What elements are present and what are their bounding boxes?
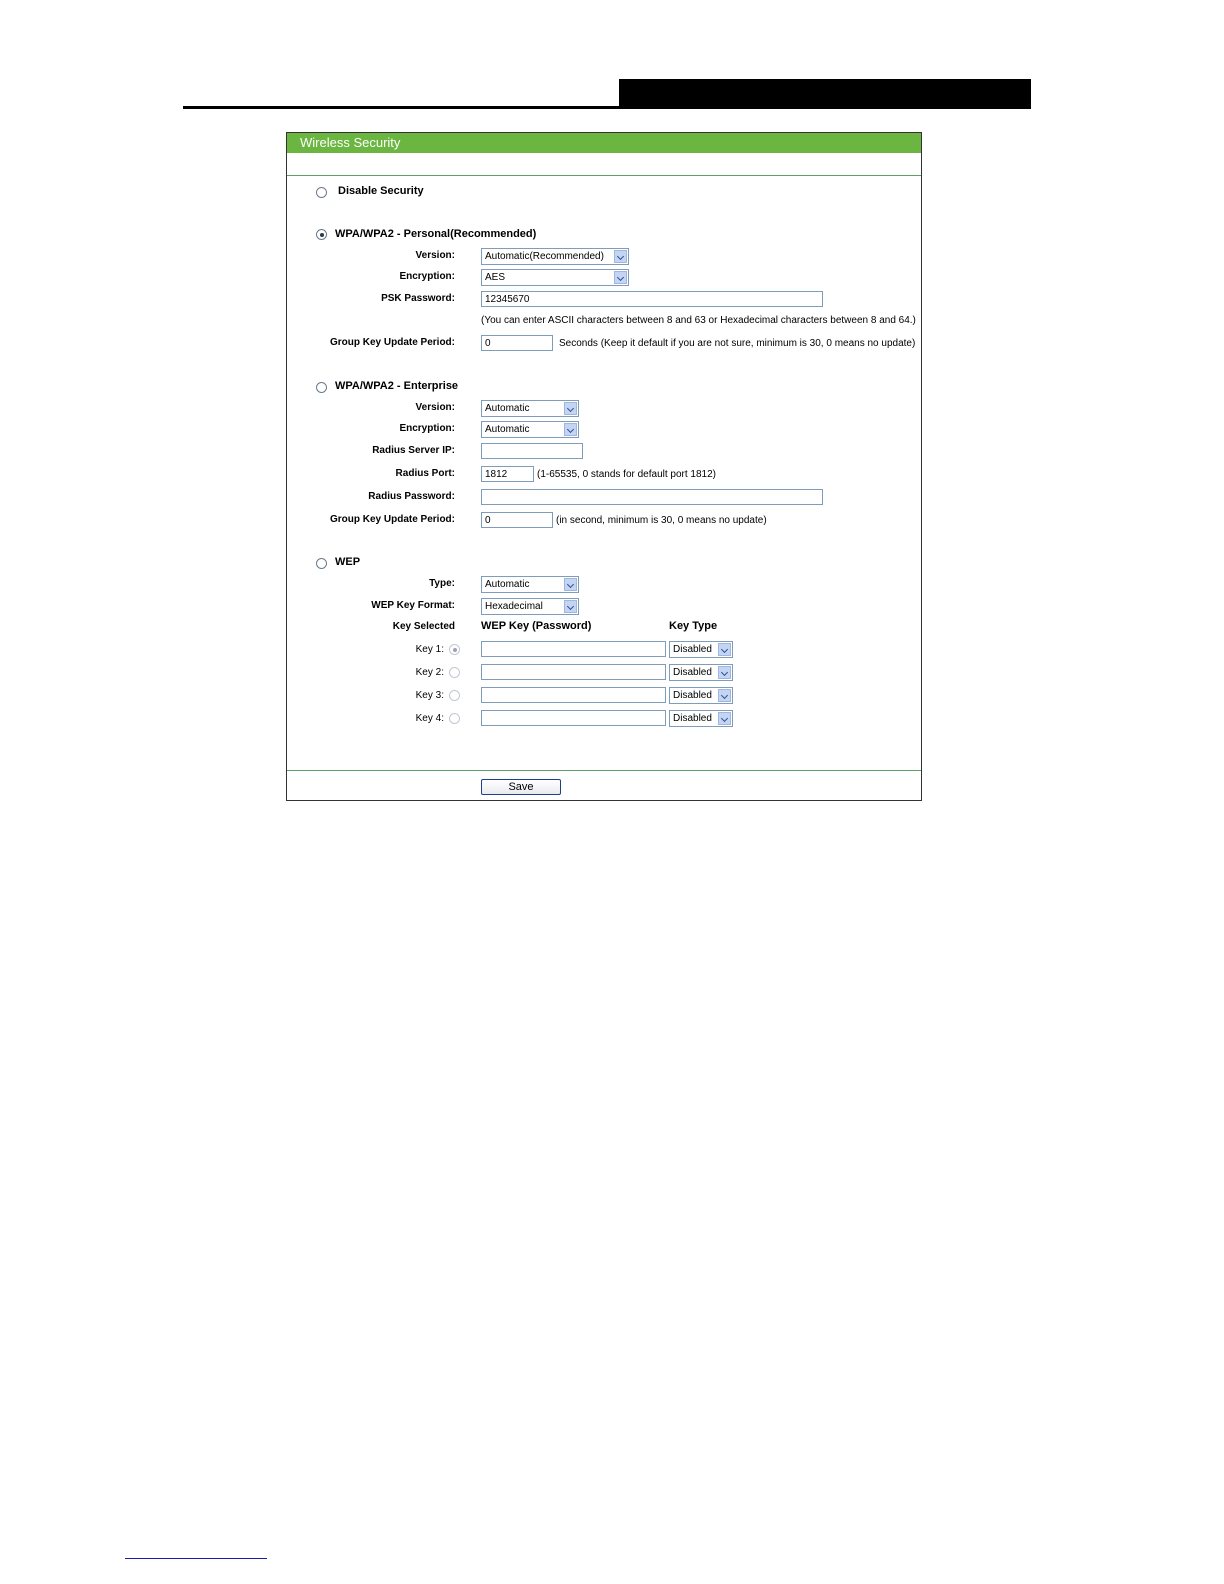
key3-input[interactable] [481,687,666,703]
key-type-header: Key Type [669,620,718,632]
key4-type-value: Disabled [673,713,712,724]
key1-type-value: Disabled [673,644,712,655]
radius-ip-label: Radius Server IP: [372,445,455,456]
key3-label: Key 3: [415,690,444,701]
disable-security-radio[interactable] [316,187,327,198]
chevron-down-icon [614,250,627,263]
enterprise-version-label: Version: [415,402,455,413]
personal-version-value: Automatic(Recommended) [485,251,604,262]
wireless-security-panel [286,132,922,801]
enterprise-version-value: Automatic [485,403,530,414]
enterprise-gkup-hint: (in second, minimum is 30, 0 means no update) [556,515,767,526]
personal-version-select[interactable] [481,248,629,265]
chevron-down-icon [718,643,731,656]
save-button[interactable]: Save [481,779,561,795]
wep-type-select[interactable] [481,576,579,593]
key4-label: Key 4: [415,713,444,724]
wep-format-label: WEP Key Format: [371,600,455,611]
enterprise-gkup-input[interactable]: 0 [481,512,553,528]
key1-input[interactable] [481,641,666,657]
divider-top [287,175,921,176]
enterprise-encryption-value: Automatic [485,424,530,435]
chevron-down-icon [718,689,731,702]
personal-gkup-input[interactable]: 0 [481,335,553,351]
radius-port-hint: (1-65535, 0 stands for default port 1812) [537,469,717,480]
key4-radio[interactable] [449,713,460,724]
wep-radio[interactable] [316,558,327,569]
chevron-down-icon [564,578,577,591]
personal-gkup-label: Group Key Update Period: [329,337,455,348]
key2-type-value: Disabled [673,667,712,678]
key1-label: Key 1: [415,644,444,655]
radius-port-label: Radius Port: [395,468,455,479]
wpa-enterprise-radio[interactable] [316,382,327,393]
key2-type-select[interactable] [669,664,733,681]
personal-encryption-value: AES [485,272,506,283]
key4-type-select[interactable] [669,710,733,727]
wep-label: WEP [335,556,361,568]
key2-label: Key 2: [415,667,444,678]
psk-password-input[interactable]: 12345670 [481,291,823,307]
key1-radio[interactable] [449,644,460,655]
key2-radio[interactable] [449,667,460,678]
enterprise-encryption-select[interactable] [481,421,579,438]
personal-encryption-label: Encryption: [399,271,455,282]
radius-password-input[interactable] [481,489,823,505]
wep-format-value: Hexadecimal [485,601,543,612]
key1-type-select[interactable] [669,641,733,658]
chevron-down-icon [564,600,577,613]
key3-radio[interactable] [449,690,460,701]
header-bar [619,79,1031,108]
header-rule [183,106,1031,109]
panel-title: Wireless Security [287,133,921,153]
wep-type-value: Automatic [485,579,530,590]
radius-ip-input[interactable] [481,443,583,459]
personal-gkup-hint: Seconds (Keep it default if you are not sure, minimum is 30, 0 means no update) [559,338,916,349]
wpa-enterprise-label: WPA/WPA2 - Enterprise [335,380,459,392]
wep-key-header: WEP Key (Password) [481,620,592,632]
chevron-down-icon [614,271,627,284]
chevron-down-icon [718,712,731,725]
key3-type-value: Disabled [673,690,712,701]
wpa-personal-label: WPA/WPA2 - Personal(Recommended) [335,228,537,240]
psk-password-label: PSK Password: [381,293,455,304]
chevron-down-icon [564,423,577,436]
disable-security-label: Disable Security [338,185,424,197]
footer-link-underline [125,1558,267,1559]
key2-input[interactable] [481,664,666,680]
personal-encryption-select[interactable] [481,269,629,286]
key-selected-header: Key Selected [392,621,455,632]
key4-input[interactable] [481,710,666,726]
wep-format-select[interactable] [481,598,579,615]
wpa-personal-radio[interactable] [316,229,327,240]
enterprise-version-select[interactable] [481,400,579,417]
radius-password-label: Radius Password: [368,491,455,502]
key3-type-select[interactable] [669,687,733,704]
personal-version-label: Version: [415,250,455,261]
enterprise-gkup-label: Group Key Update Period: [329,514,455,525]
enterprise-encryption-label: Encryption: [399,423,455,434]
divider-bottom [287,770,921,771]
wep-type-label: Type: [429,578,455,589]
radius-port-input[interactable]: 1812 [481,466,534,482]
psk-password-hint: (You can enter ASCII characters between 8 and 63 or Hexadecimal characters between 8 and 64.) [481,315,916,326]
chevron-down-icon [718,666,731,679]
chevron-down-icon [564,402,577,415]
